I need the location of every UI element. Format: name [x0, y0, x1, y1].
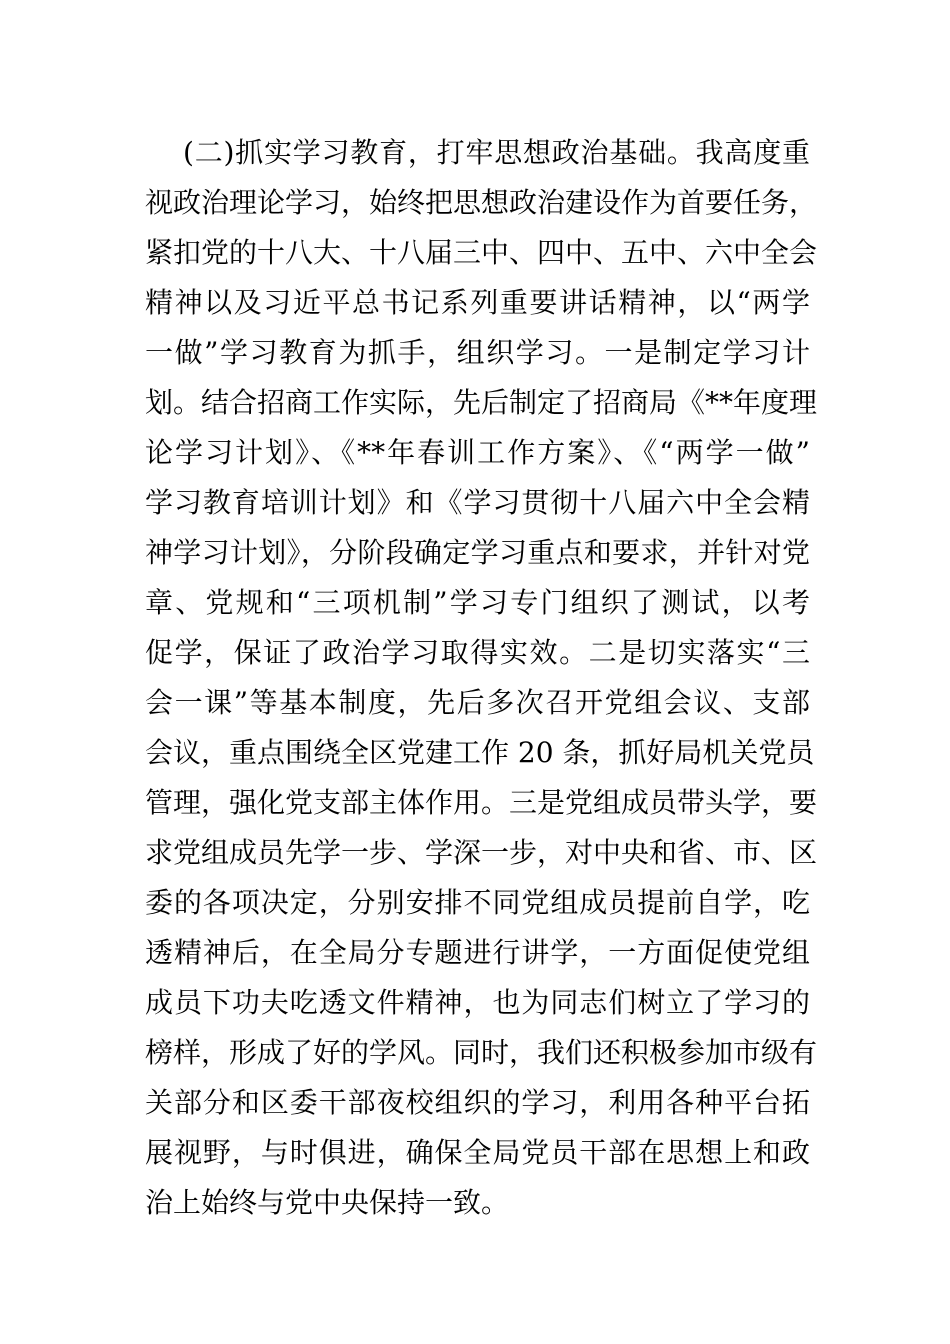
paragraph-line-12: 会一课”等基本制度，先后多次召开党组会议、支部 — [145, 686, 810, 719]
paragraph-line-21: 展视野，与时俱进，确保全局党员干部在思想上和政 — [145, 1136, 810, 1169]
paragraph-line-10: 章、党规和“三项机制”学习专门组织了测试，以考 — [145, 586, 810, 619]
paragraph-line-3: 紧扣党的十八大、十八届三中、四中、五中、六中全会 — [145, 236, 818, 269]
paragraph-line-2: 视政治理论学习，始终把思想政治建设作为首要任务， — [145, 186, 818, 219]
paragraph-line-20: 关部分和区委干部夜校组织的学习，利用各种平台拓 — [145, 1086, 810, 1119]
paragraph-line-22: 治上始终与党中央保持一致。 — [145, 1186, 510, 1219]
paragraph-line-9: 神学习计划》，分阶段确定学习重点和要求，并针对党 — [145, 536, 810, 569]
body-paragraph — [145, 128, 818, 1228]
paragraph-line-11: 促学，保证了政治学习取得实效。二是切实落实“三 — [145, 636, 810, 669]
paragraph-line-7: 论学习计划》、《**年春训工作方案》、《“两学一做” — [145, 436, 810, 469]
paragraph-line-6: 划。结合招商工作实际，先后制定了招商局《**年度理 — [145, 386, 818, 419]
paragraph-line-8: 学习教育培训计划》和《学习贯彻十八届六中全会精 — [145, 486, 810, 519]
paragraph-line-18: 成员下功夫吃透文件精神，也为同志们树立了学习的 — [145, 986, 810, 1019]
paragraph-line-1: (二)抓实学习教育，打牢思想政治基础。我高度重 — [183, 136, 810, 169]
paragraph-line-14: 管理，强化党支部主体作用。三是党组成员带头学，要 — [145, 786, 818, 819]
paragraph-line-19: 榜样，形成了好的学风。同时，我们还积极参加市级有 — [145, 1036, 818, 1069]
paragraph-line-16: 委的各项决定，分别安排不同党组成员提前自学，吃 — [145, 886, 810, 919]
paragraph-line-13: 会议，重点围绕全区党建工作 20 条，抓好局机关党员 — [145, 736, 815, 769]
paragraph-line-17: 透精神后，在全局分专题进行讲学，一方面促使党组 — [145, 936, 810, 969]
paragraph-line-15: 求党组成员先学一步、学深一步，对中央和省、市、区 — [145, 836, 818, 869]
paragraph-line-5: 一做”学习教育为抓手，组织学习。一是制定学习计 — [145, 336, 810, 369]
paragraph-line-4: 精神以及习近平总书记系列重要讲话精神，以“两学 — [145, 286, 810, 319]
